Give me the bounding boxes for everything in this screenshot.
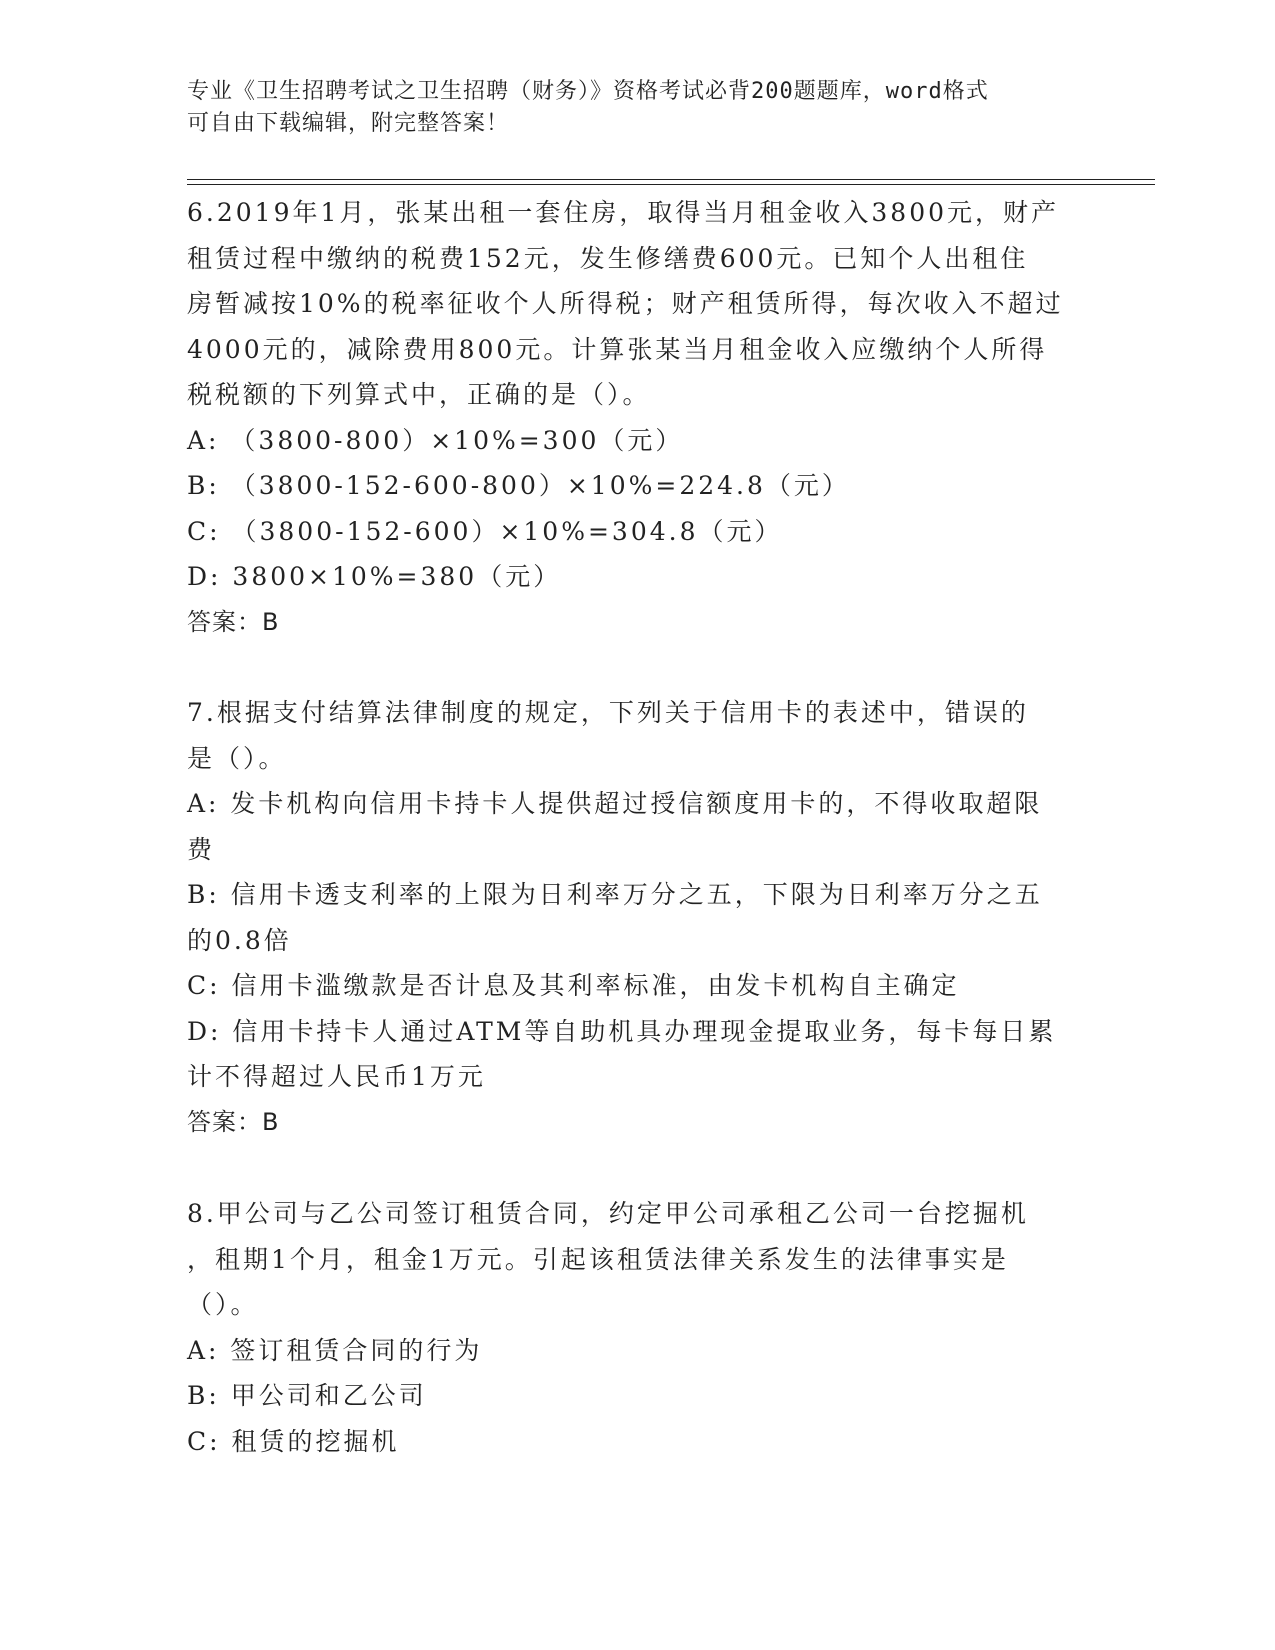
option-line: A: 发卡机构向信用卡持卡人提供超过授信额度用卡的，不得收取超限 <box>187 789 1043 818</box>
question-item <box>187 190 1087 645</box>
document-header <box>187 76 1067 140</box>
question-item <box>187 1191 1087 1464</box>
option-c <box>187 509 1087 555</box>
option-line: C: （3800-152-600）×10%=304.8（元） <box>187 516 783 546</box>
option-a <box>187 781 1087 872</box>
stem-line: 8.甲公司与乙公司签订租赁合同，约定甲公司承租乙公司一台挖掘机 <box>187 1199 1029 1228</box>
option-b <box>187 872 1087 963</box>
option-line: A: （3800-800）×10%=300（元） <box>187 425 684 455</box>
option-a <box>187 418 1087 464</box>
option-line: C: 租赁的挖掘机 <box>187 1426 400 1456</box>
option-line: B: （3800-152-600-800）×10%=224.8（元） <box>187 471 850 500</box>
option-b <box>187 1373 1087 1419</box>
stem-line: 6.2019年1月，张某出租一套住房，取得当月租金收入3800元，财产 <box>187 198 1060 227</box>
option-b <box>187 463 1087 509</box>
stem-line: ，租期1个月，租金1万元。引起该租赁法律关系发生的法律事实是 <box>187 1244 1009 1274</box>
option-c <box>187 1419 1087 1465</box>
question-item <box>187 690 1087 1145</box>
header-line: 专业《卫生招聘考试之卫生招聘（财务）》资格考试必背200题题库，word格式 <box>187 79 989 104</box>
stem-line: 7.根据支付结算法律制度的规定，下列关于信用卡的表述中，错误的 <box>187 698 1029 727</box>
option-d <box>187 1009 1087 1100</box>
option-line: D: 信用卡持卡人通过ATM等自助机具办理现金提取业务，每卡每日累 <box>187 1016 1057 1046</box>
answer-label: 答案：B <box>187 1107 280 1136</box>
option-a <box>187 1328 1087 1374</box>
option-line: B: 信用卡透支利率的上限为日利率万分之五，下限为日利率万分之五 <box>187 880 1043 909</box>
option-line: 计不得超过人民币1万元 <box>187 1062 486 1091</box>
option-line: D: 3800×10%=380（元） <box>187 562 562 591</box>
header-divider <box>187 184 1155 185</box>
question-stem <box>187 690 1087 781</box>
option-c <box>187 963 1087 1009</box>
stem-line: 4000元的，减除费用800元。计算张某当月租金收入应缴纳个人所得 <box>187 334 1048 364</box>
stem-line: 租赁过程中缴纳的税费152元，发生修缮费600元。已知个人出租住 <box>187 243 1029 273</box>
stem-line: （）。 <box>187 1290 259 1319</box>
stem-line: 房暂减按10%的税率征收个人所得税；财产租赁所得，每次收入不超过 <box>187 289 1064 318</box>
answer-label: 答案：B <box>187 607 280 636</box>
stem-line: 是（）。 <box>187 743 287 773</box>
option-line: B: 甲公司和乙公司 <box>187 1381 427 1410</box>
question-list <box>187 190 1087 1464</box>
question-stem <box>187 1191 1087 1328</box>
stem-line: 税税额的下列算式中，正确的是（）。 <box>187 380 651 409</box>
option-d <box>187 554 1087 600</box>
option-line: 费 <box>187 834 216 864</box>
question-stem <box>187 190 1087 418</box>
option-line: 的0.8倍 <box>187 925 292 955</box>
header-divider <box>187 179 1155 180</box>
header-line: 可自由下载编辑，附完整答案！ <box>187 111 510 136</box>
option-line: A: 签订租赁合同的行为 <box>187 1335 483 1365</box>
option-line: C: 信用卡滥缴款是否计息及其利率标准，由发卡机构自主确定 <box>187 971 960 1000</box>
